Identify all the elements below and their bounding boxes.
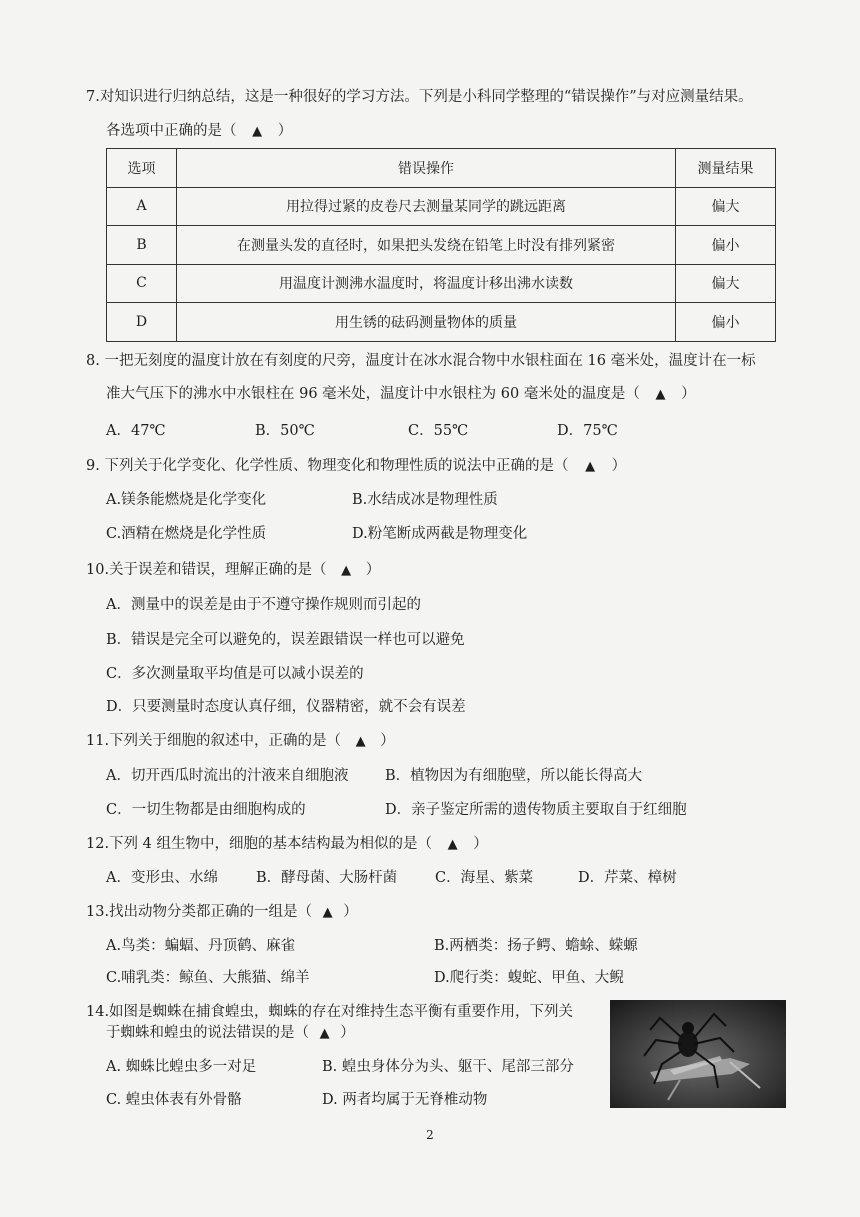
table-cell: 用温度计测沸水温度时，将温度计移出沸水读数 xyxy=(177,264,676,303)
question-9-option-d: D.粉笔断成两截是物理变化 xyxy=(352,526,528,542)
question-7-stem-line2: 各选项中正确的是（ ▲ ） xyxy=(106,121,292,142)
table-header: 错误操作 xyxy=(177,149,676,188)
triangle-icon: ▲ xyxy=(585,459,596,474)
table-cell: A xyxy=(107,187,177,226)
table-header: 选项 xyxy=(107,149,177,188)
question-14-option-b: B. 蝗虫身体分为头、躯干、尾部三部分 xyxy=(322,1059,574,1075)
triangle-icon: ▲ xyxy=(319,1026,330,1041)
question-14-stem-line1: 14.如图是蜘蛛在捕食蝗虫，蜘蛛的存在对维持生态平衡有重要作用，下列关 xyxy=(86,1004,574,1020)
table-cell: 在测量头发的直径时，如果把头发绕在铅笔上时没有排列紧密 xyxy=(177,226,676,265)
question-12-option-a: A．变形虫、水绵 xyxy=(106,870,218,886)
question-8-stem-line2: 准大气压下的沸水中水银柱在 96 毫米处，温度计中水银柱为 60 毫米处的温度是（ ▲ ） xyxy=(106,384,696,405)
table-cell: 偏大 xyxy=(676,264,776,303)
question-10-option-d: D．只要测量时态度认真仔细，仪器精密，就不会有误差 xyxy=(106,699,466,715)
triangle-icon: ▲ xyxy=(252,124,263,139)
question-11-option-a: A．切开西瓜时流出的汁液来自细胞液 xyxy=(106,768,349,784)
page-number: 2 xyxy=(426,1128,434,1142)
question-11-option-b: B．植物因为有细胞壁，所以能长得高大 xyxy=(385,768,643,784)
question-14-option-a: A. 蜘蛛比蝗虫多一对足 xyxy=(106,1059,257,1075)
table-cell: 用拉得过紧的皮卷尺去测量某同学的跳远距离 xyxy=(177,187,676,226)
triangle-icon: ▲ xyxy=(447,837,458,852)
question-13-option-c: C.哺乳类：鲸鱼、大熊猫、绵羊 xyxy=(106,970,310,986)
question-10-option-b: B．错误是完全可以避免的，误差跟错误一样也可以避免 xyxy=(106,632,465,648)
question-11-option-c: C．一切生物都是由细胞构成的 xyxy=(106,802,306,818)
photo-illustration xyxy=(610,1000,786,1108)
table-cell: C xyxy=(107,264,177,303)
triangle-icon: ▲ xyxy=(655,387,666,402)
question-13-stem: 13.找出动物分类都正确的一组是（ ▲ ） xyxy=(86,902,358,923)
question-7-stem-line1: 7.对知识进行归纳总结，这是一种很好的学习方法。下列是小科同学整理的“错误操作”与对应测量结果。 xyxy=(86,89,753,105)
table-header: 测量结果 xyxy=(676,149,776,188)
table-row xyxy=(107,264,776,303)
question-11-option-d: D．亲子鉴定所需的遗传物质主要取自于红细胞 xyxy=(385,802,687,818)
table-cell: 偏小 xyxy=(676,226,776,265)
question-8-option-b: B．50℃ xyxy=(255,423,315,439)
table-cell: B xyxy=(107,226,177,265)
question-12-option-c: C．海星、紫菜 xyxy=(435,870,534,886)
table-row xyxy=(107,303,776,342)
question-7-table xyxy=(106,148,776,342)
triangle-icon: ▲ xyxy=(322,905,333,920)
table-cell: 偏小 xyxy=(676,303,776,342)
question-13-option-a: A.鸟类：蝙蝠、丹顶鹤、麻雀 xyxy=(106,938,296,954)
triangle-icon: ▲ xyxy=(355,734,366,749)
question-10-option-c: C．多次测量取平均值是可以减小误差的 xyxy=(106,666,364,682)
question-14-option-c: C. 蝗虫体表有外骨骼 xyxy=(106,1092,242,1108)
table-row xyxy=(107,226,776,265)
question-8-option-d: D．75℃ xyxy=(557,423,618,439)
question-10-option-a: A．测量中的误差是由于不遵守操作规则而引起的 xyxy=(106,597,421,613)
question-8-option-c: C．55℃ xyxy=(408,423,469,439)
question-14-option-d: D. 两者均属于无脊椎动物 xyxy=(322,1092,488,1108)
question-9-option-b: B.水结成冰是物理性质 xyxy=(352,492,498,508)
question-9-stem: 9. 下列关于化学变化、化学性质、物理变化和物理性质的说法中正确的是（ ▲ ） xyxy=(86,456,626,477)
table-cell: 偏大 xyxy=(676,187,776,226)
question-9-option-a: A.镁条能燃烧是化学变化 xyxy=(106,492,267,508)
spider-catching-locust-image xyxy=(610,1000,786,1108)
question-13-option-d: D.爬行类：蝮蛇、甲鱼、大鲵 xyxy=(434,970,624,986)
table-row xyxy=(107,187,776,226)
triangle-icon: ▲ xyxy=(341,563,352,578)
question-14-stem-line2: 于蜘蛛和蝗虫的说法错误的是（ ▲ ） xyxy=(106,1023,355,1044)
question-12-stem: 12.下列 4 组生物中，细胞的基本结构最为相似的是（ ▲ ） xyxy=(86,834,488,855)
table-cell: D xyxy=(107,303,177,342)
question-10-stem: 10.关于误差和错误，理解正确的是（ ▲ ） xyxy=(86,560,380,581)
question-13-option-b: B.两栖类：扬子鳄、蟾蜍、蝾螈 xyxy=(434,938,638,954)
question-8-stem-line1: 8. 一把无刻度的温度计放在有刻度的尺旁，温度计在冰水混合物中水银柱面在 16 毫米处，温度计在一标 xyxy=(86,353,756,369)
table-header-row xyxy=(107,149,776,188)
question-12-option-d: D．芹菜、樟树 xyxy=(578,870,677,886)
table-cell: 用生锈的砝码测量物体的质量 xyxy=(177,303,676,342)
question-9-option-c: C.酒精在燃烧是化学性质 xyxy=(106,526,267,542)
question-8-option-a: A．47℃ xyxy=(106,423,166,439)
question-11-stem: 11.下列关于细胞的叙述中，正确的是（ ▲ ） xyxy=(86,731,395,752)
question-12-option-b: B．酵母菌、大肠杆菌 xyxy=(256,870,398,886)
